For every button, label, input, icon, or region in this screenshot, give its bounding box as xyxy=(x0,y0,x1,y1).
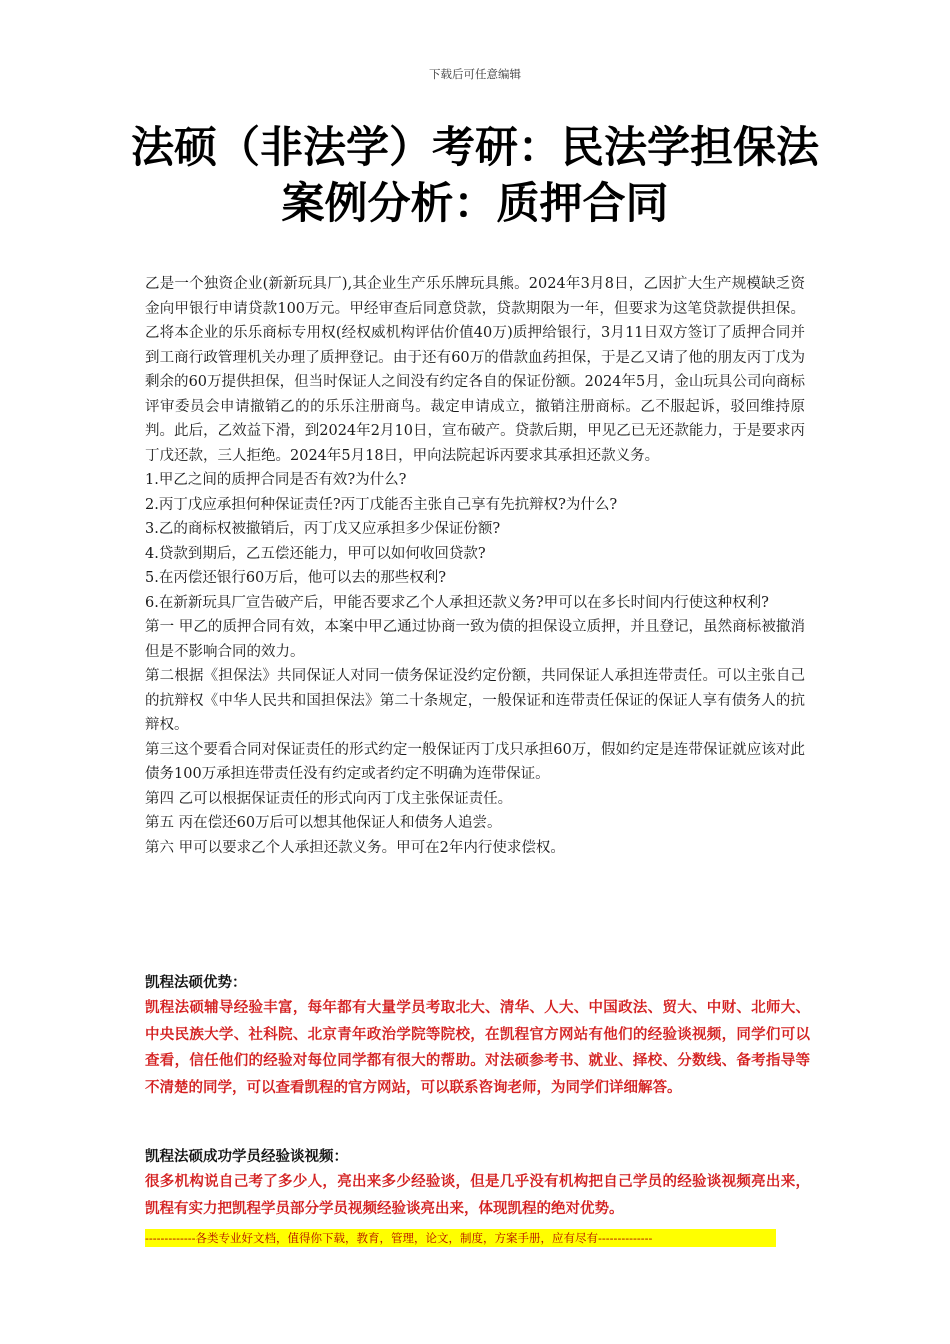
videos-heading: 凯程法硕成功学员经验谈视频： xyxy=(145,1149,348,1165)
case-paragraph: 乙是一个独资企业(新新玩具厂),其企业生产乐乐牌玩具熊。2024年3月8日，乙因扩大生产规模缺乏资金向甲银行申请贷款100万元。甲经审查后同意贷款，贷款期限为一年，但要求为这笔贷款提供担保。乙将本企业的乐乐商标专用权(经权威机构评估价值40万)质押给银行，3月11日双方签订了质押合同并到工商行政管理机关办理了质押登记。由于还有60万的借款血药担保，于是乙又请了他的朋友丙丁戊为剩余的60万提供担保，但当时保证人之间没有约定各自的保证份额。2024年5月，金山玩具公司向商标评审委员会申请撤销乙的的乐乐注册商鸟。裁定申请成立，撤销注册商标。乙不服起诉，驳回维持原判。此后，乙效益下滑，到2024年2月10日，宣布破产。贷款后期，甲见乙已无还款能力，于是要求丙丁戊还款，三人拒绝。2024年5月18日，甲向法院起诉丙要求其承担还款义务。 xyxy=(145,276,805,464)
answer-6: 第六 甲可以要求乙个人承担还款义务。甲可在2年内行使求偿权。 xyxy=(145,839,565,856)
question-5: 5.在丙偿还银行60万后，他可以去的那些权利? xyxy=(145,570,447,586)
videos-text: 很多机构说自己考了多少人，亮出来多少经验谈，但是几乎没有机构把自己学员的经验谈视频亮出来，凯程有实力把凯程学员部分学员视频经验谈亮出来，体现凯程的绝对优势。 xyxy=(145,1174,810,1217)
footer-banner: -------------各类专业好文档，值得你下载，教育，管理，论文，制度，方案手册，应有尽有-------------- xyxy=(145,1229,776,1247)
advantage-heading: 凯程法硕优势： xyxy=(145,975,247,991)
answer-3: 第三这个要看合同对保证责任的形式约定一般保证丙丁戊只承担60万，假如约定是连带保证就应该对此债务100万承担连带责任没有约定或者约定不明确为连带保证。 xyxy=(145,741,805,782)
question-1: 1.甲乙之间的质押合同是否有效?为什么? xyxy=(145,472,407,488)
document-body xyxy=(145,272,805,860)
answer-5: 第五 丙在偿还60万后可以想其他保证人和债务人追尝。 xyxy=(145,815,502,831)
question-4: 4.贷款到期后，乙五偿还能力，甲可以如何收回贷款? xyxy=(145,545,486,562)
document-title: 法硕（非法学）考研：民法学担保法案例分析：质押合同 xyxy=(131,123,819,229)
answer-4: 第四 乙可以根据保证责任的形式向丙丁戊主张保证责任。 xyxy=(145,790,513,807)
answer-2: 第二根据《担保法》共同保证人对同一债务保证没约定份额，共同保证人承担连带责任。可以主张自己的抗辩权《中华人民共和国担保法》第二十条规定，一般保证和连带责任保证的保证人享有债务人的抗辩权。 xyxy=(145,668,805,733)
advantage-text: 凯程法硕辅导经验丰富，每年都有大量学员考取北大、清华、人大、中国政法、贸大、中财、北师大、中央民族大学、社科院、北京青年政治学院等院校，在凯程官方网站有他们的经验谈视频，同学们可以查看，信任他们的经验对每位同学都有很大的帮助。对法硕参考书、就业、择校、分数线、备考指导等不清楚的同学，可以查看凯程的官方网站，可以联系咨询老师，为同学们详细解答。 xyxy=(145,1000,810,1096)
question-6: 6.在新新玩具厂宣告破产后，甲能否要求乙个人承担还款义务?甲可以在多长时间内行使这种权利? xyxy=(145,594,769,611)
videos-section xyxy=(145,1145,810,1222)
header-note: 下载后可任意编辑 xyxy=(429,67,521,81)
question-3: 3.乙的商标权被撤销后，丙丁戊又应承担多少保证份额? xyxy=(145,521,501,537)
answer-1: 第一 甲乙的质押合同有效，本案中甲乙通过协商一致为债的担保设立质押，并且登记，虽然商标被撤消但是不影响合同的效力。 xyxy=(145,619,805,660)
question-2: 2.丙丁戊应承担何种保证责任?丙丁戊能否主张自己享有先抗辩权?为什么? xyxy=(145,496,618,513)
advantage-section xyxy=(145,971,810,1101)
